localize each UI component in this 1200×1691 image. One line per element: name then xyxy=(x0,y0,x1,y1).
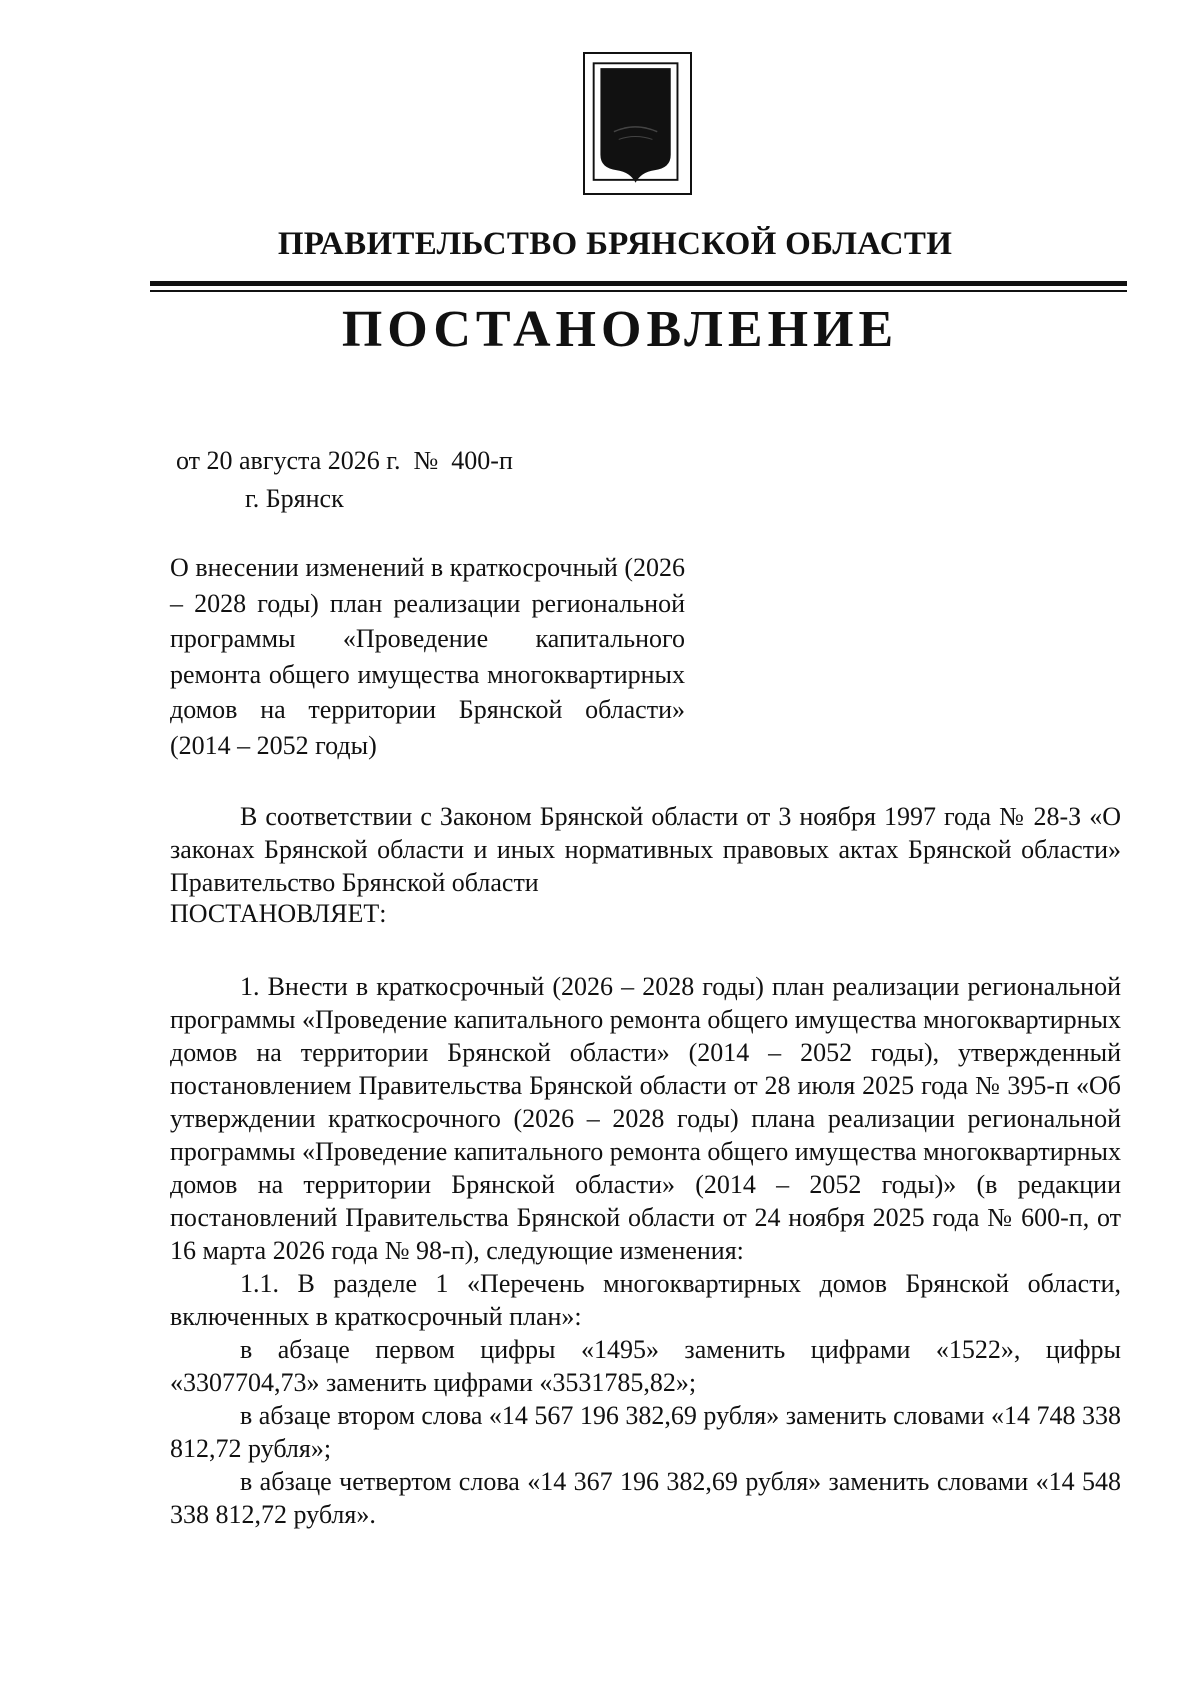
resolution-item: 1. Внести в краткосрочный (2026 – 2028 годы) план реализации региональной программы «Проведение капитального ремонта общего имущества многоквартирных домов на территории Брянской области» (2014 – 2052 годы), утвержденный постановлением Правительства Брянской области от 28 июля 2025 года № 395-п «Об утверждении краткосрочного (2026 – 2028 годы) плана реализации региональной программы «Проведение капитального ремонта общего имущества многоквартирных домов на территории Брянской области» (2014 – 2052 годы)» (в редакции постановлений Правительства Брянской области от 24 ноября 2025 года № 600-п, от 16 марта 2026 года № 98-п), следующие изменения: xyxy=(170,972,1121,1265)
header-divider-thin xyxy=(150,290,1127,292)
resolution-item: в абзаце первом цифры «1495» заменить цифрами «1522», цифры «3307704,73» заменить цифрами «3531785,82»; xyxy=(170,1335,1121,1397)
coat-of-arms-shield-icon xyxy=(585,54,690,193)
resolution-items xyxy=(170,970,1121,1531)
resolves-heading: ПОСТАНОВЛЯЕТ: xyxy=(170,899,387,928)
preamble-paragraph xyxy=(170,800,1121,899)
organization-title: ПРАВИТЕЛЬСТВО БРЯНСКОЙ ОБЛАСТИ xyxy=(277,226,953,262)
resolution-item: 1.1. В разделе 1 «Перечень многоквартирных домов Брянской области, включенных в краткосрочный план»: xyxy=(170,1269,1121,1331)
resolution-item: в абзаце четвертом слова «14 367 196 382,69 рубля» заменить словами «14 548 338 812,72 рубля». xyxy=(170,1467,1121,1529)
coat-of-arms-emblem-icon xyxy=(583,52,692,195)
preamble-text: В соответствии с Законом Брянской области от 3 ноября 1997 года № 28-З «О законах Брянской области и иных нормативных правовых актах Брянской области» Правительство Брянской области xyxy=(170,802,1121,897)
resolution-item: в абзаце втором слова «14 567 196 382,69 рубля» заменить словами «14 748 338 812,72 рубля»; xyxy=(170,1401,1121,1463)
document-city: г. Брянск xyxy=(245,484,344,513)
header-divider-thick xyxy=(150,281,1127,286)
document-type-title: ПОСТАНОВЛЕНИЕ xyxy=(341,301,899,358)
document-date-number: от 20 августа 2026 г. № 400-п xyxy=(176,446,513,475)
document-subject: О внесении изменений в краткосрочный (2026 – 2028 годы) план реализации региональной программы «Проведение капитального ремонта общего имущества многоквартирных домов на территории Брянской области» (2014 – 2052 годы) xyxy=(170,553,685,760)
